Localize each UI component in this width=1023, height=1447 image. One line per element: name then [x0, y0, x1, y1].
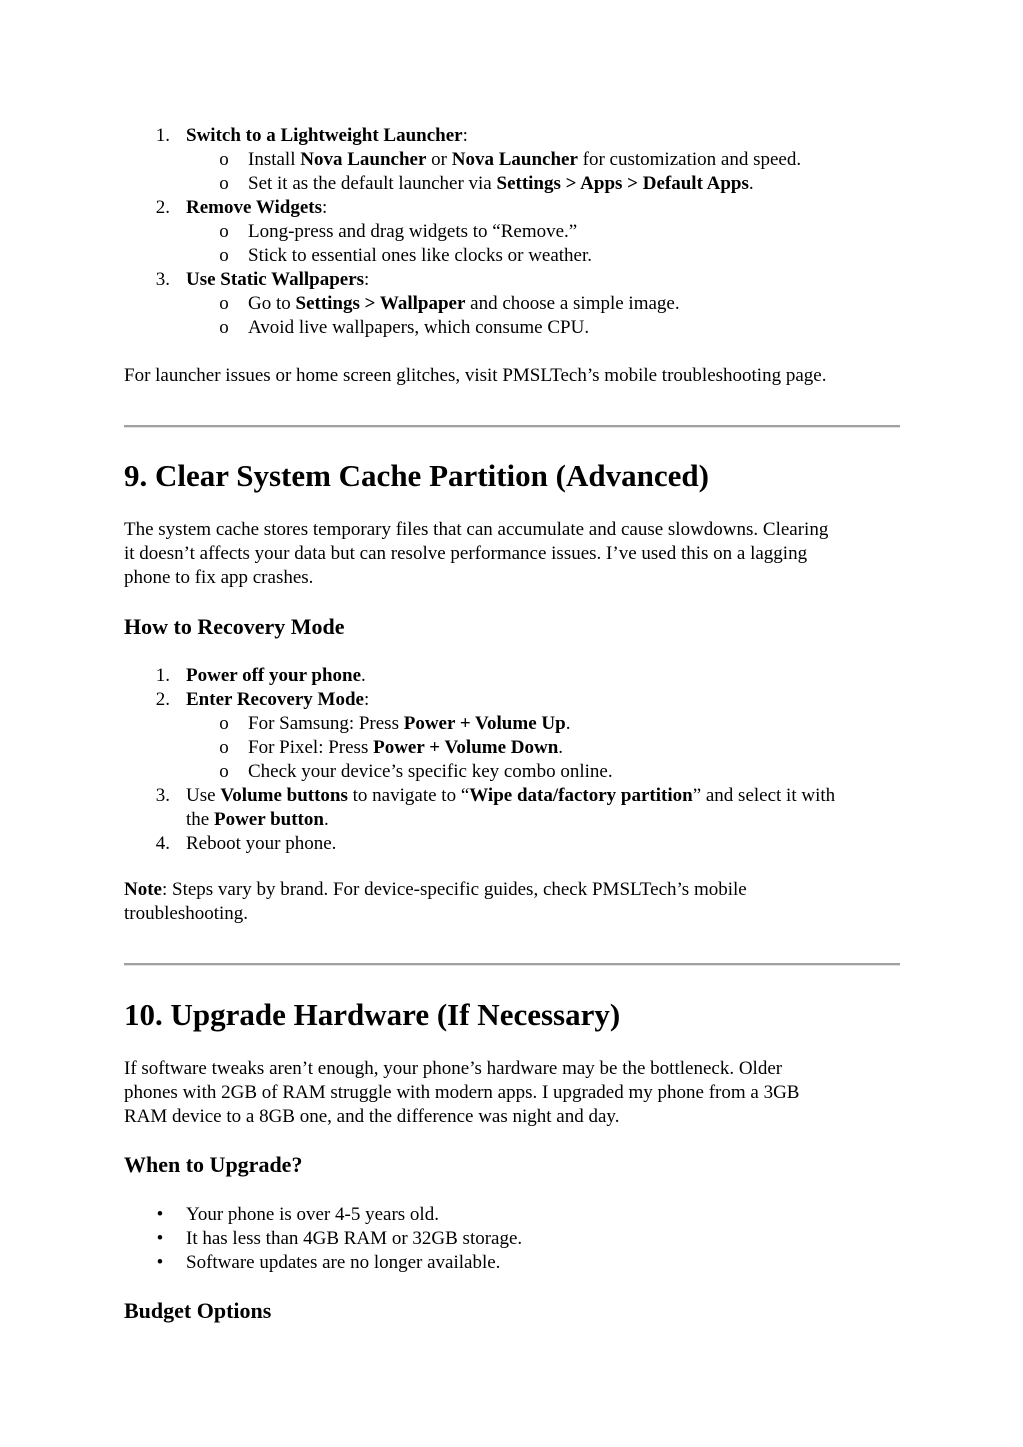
bold-run: Settings > Apps > Default Apps: [496, 173, 749, 194]
sub-bullet-marker: o: [219, 173, 229, 194]
sub-bullet-marker: o: [219, 293, 229, 314]
sub-list-item: [248, 172, 754, 196]
list-item: [186, 688, 369, 712]
paragraph-line: If software tweaks aren’t enough, your phone’s hardware may be the bottleneck. Older: [124, 1058, 783, 1079]
text-run: .: [323, 809, 329, 830]
text-run: Set it as the default launcher via: [248, 173, 497, 194]
bold-run: Wipe data/factory partition: [469, 785, 693, 806]
list-number: 2.: [155, 689, 170, 710]
bold-run: Nova Launcher: [300, 149, 427, 170]
list-item-colon: :: [462, 125, 468, 146]
text-run: and choose a simple image.: [465, 293, 680, 314]
sub-list-item: [248, 292, 680, 316]
sub-bullet-marker: o: [219, 713, 229, 734]
paragraph-line: RAM device to a 8GB one, and the difference was night and day.: [124, 1106, 620, 1127]
text-run: Use: [186, 785, 221, 806]
text-run: the: [186, 809, 214, 830]
sub-list-item: [248, 712, 570, 736]
sub-list-item: Check your device’s specific key combo online.: [248, 761, 613, 782]
bullet-marker: •: [156, 1252, 164, 1273]
bold-run: Power button: [213, 809, 324, 830]
list-item-title: Use Static Wallpapers: [186, 269, 365, 290]
list-number: 3.: [155, 785, 170, 806]
list-item: [186, 784, 835, 808]
sub-bullet-marker: o: [219, 221, 229, 242]
sub-bullet-marker: o: [219, 761, 229, 782]
bullet-marker: •: [156, 1204, 164, 1225]
paragraph-line: phone to fix app crashes.: [124, 567, 314, 588]
bold-run: Power + Volume Down: [373, 737, 559, 758]
sub-list-item: [248, 148, 801, 172]
sub-bullet-marker: o: [219, 149, 229, 170]
note-label: Note: [124, 879, 162, 900]
bold-run: Enter Recovery Mode: [186, 689, 364, 710]
text-run: .: [361, 665, 366, 686]
subheading: Budget Options: [124, 1298, 272, 1323]
note-paragraph-line: [124, 878, 747, 902]
sub-list-item: [248, 736, 563, 760]
list-item-colon: :: [321, 197, 328, 218]
section-heading: 9. Clear System Cache Partition (Advanced): [124, 458, 709, 493]
subheading: How to Recovery Mode: [124, 614, 345, 639]
list-item: [186, 664, 366, 688]
bold-run: Nova Launcher: [451, 149, 578, 170]
list-item-continuation: [186, 808, 329, 832]
bullet-item: Software updates are no longer available.: [186, 1252, 501, 1273]
section-heading: 10. Upgrade Hardware (If Necessary): [124, 997, 621, 1032]
divider: [124, 963, 900, 966]
bullet-item: It has less than 4GB RAM or 32GB storage.: [186, 1228, 523, 1249]
text-run: .: [558, 737, 564, 758]
bold-run: Power + Volume Up: [403, 713, 566, 734]
note-paragraph-line: troubleshooting.: [124, 903, 249, 924]
sub-bullet-marker: o: [219, 245, 229, 266]
sub-bullet-marker: o: [219, 737, 229, 758]
text-run: For Samsung: Press: [248, 713, 404, 734]
text-run: ” and select it with: [692, 785, 836, 806]
text-run: : Steps vary by brand. For device-specific guides, check PMSLTech’s mobile: [161, 879, 747, 900]
list-item: [186, 268, 369, 292]
text-run: :: [363, 689, 370, 710]
list-number: 4.: [155, 833, 170, 854]
list-number: 1.: [155, 125, 170, 146]
divider: [124, 425, 900, 428]
paragraph: For launcher issues or home screen glitches, visit PMSLTech’s mobile troubleshooting page.: [124, 365, 827, 386]
list-number: 2.: [155, 197, 170, 218]
sub-list-item: Stick to essential ones like clocks or weather.: [248, 245, 593, 266]
list-item: [186, 196, 327, 220]
paragraph-line: phones with 2GB of RAM struggle with modern apps. I upgraded my phone from a 3GB: [124, 1082, 800, 1103]
text-run: for customization and speed.: [577, 149, 802, 170]
list-item-title: Switch to a Lightweight Launcher: [186, 125, 463, 146]
paragraph-line: it doesn’t affects your data but can resolve performance issues. I’ve used this on a lagging: [124, 543, 808, 564]
text-run: .: [565, 713, 571, 734]
text-run: For Pixel: Press: [248, 737, 374, 758]
text-run: .: [748, 173, 754, 194]
text-run: or: [426, 149, 452, 170]
paragraph-line: The system cache stores temporary files that can accumulate and cause slowdowns. Clearing: [124, 519, 829, 540]
list-number: 3.: [155, 269, 170, 290]
bold-run: Power off your phone: [186, 665, 362, 686]
bullet-marker: •: [156, 1228, 164, 1249]
text-run: Go to: [248, 293, 296, 314]
subheading: When to Upgrade?: [124, 1152, 303, 1177]
sub-list-item: Avoid live wallpapers, which consume CPU.: [248, 317, 590, 338]
list-item-title: Remove Widgets: [186, 197, 322, 218]
sub-list-item: Long-press and drag widgets to “Remove.”: [248, 221, 578, 242]
bullet-item: Your phone is over 4-5 years old.: [186, 1204, 439, 1225]
bold-run: Volume buttons: [220, 785, 348, 806]
list-item-colon: :: [364, 269, 370, 290]
list-item: [186, 124, 468, 148]
text-run: to navigate to “: [347, 785, 470, 806]
bold-run: Settings > Wallpaper: [295, 293, 466, 314]
text-run: Install: [248, 149, 301, 170]
list-number: 1.: [155, 665, 170, 686]
list-item: Reboot your phone.: [186, 833, 337, 854]
sub-bullet-marker: o: [219, 317, 229, 338]
